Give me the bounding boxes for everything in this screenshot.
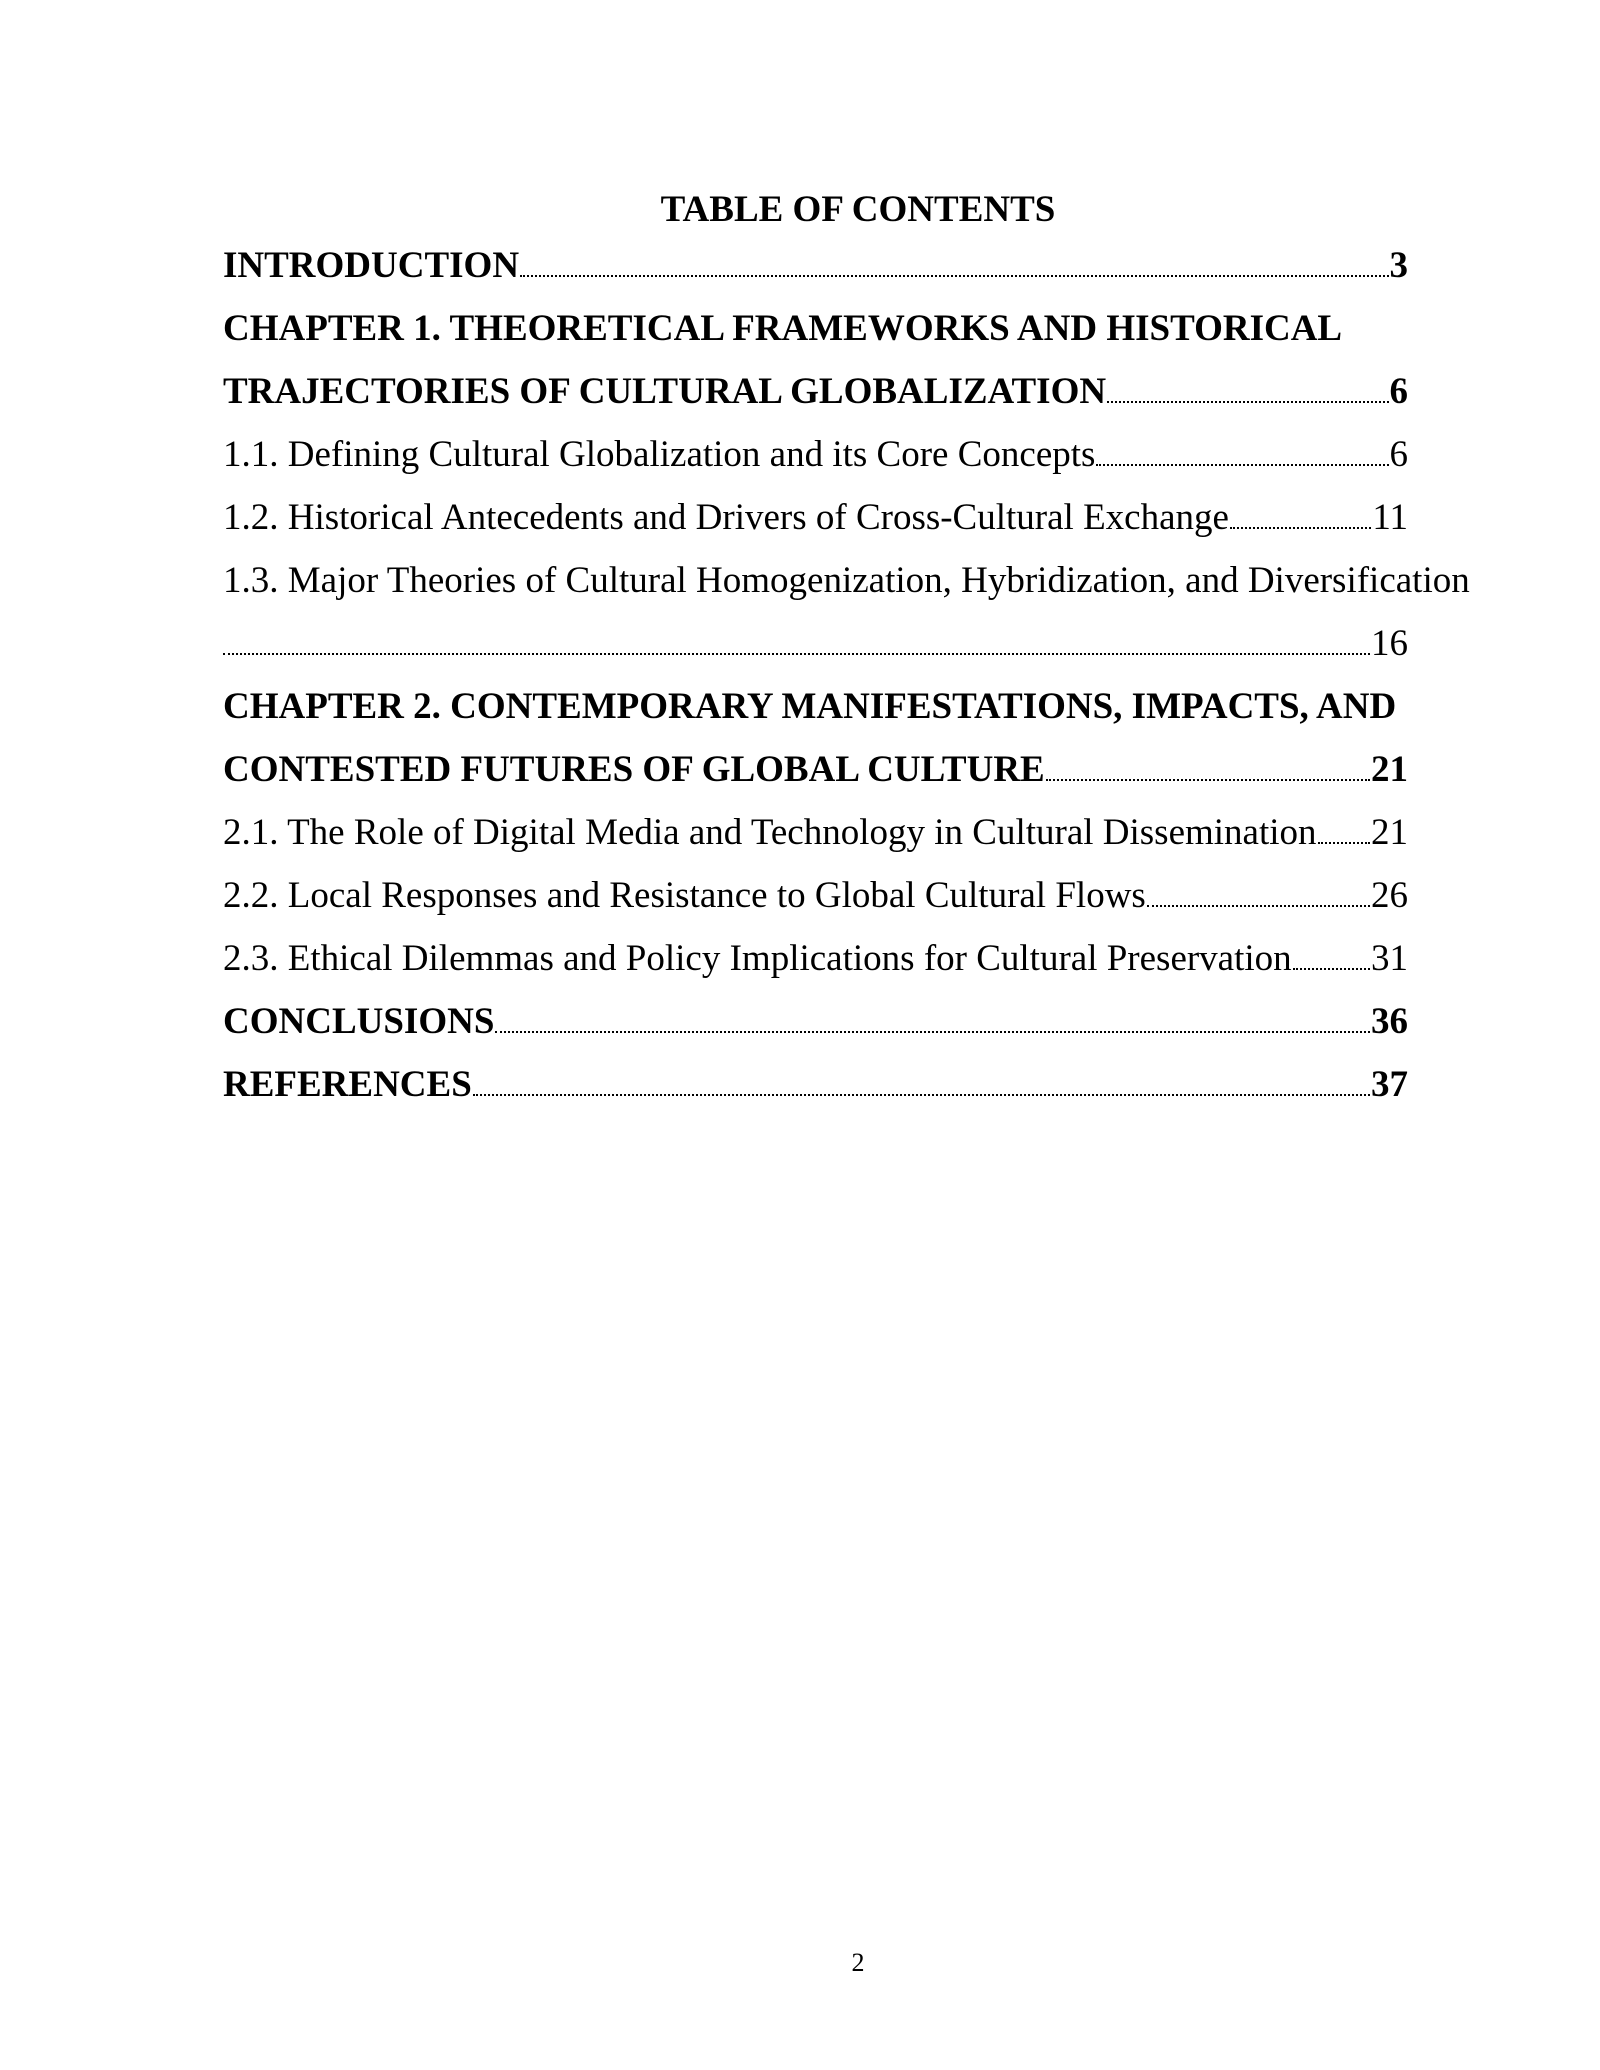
toc-leader-dots xyxy=(1107,401,1388,403)
toc-entry-title: REFERENCES xyxy=(223,1064,472,1105)
toc-entry-chapter-1-line-1[interactable] xyxy=(223,297,1408,360)
toc-leader-dots xyxy=(1147,905,1370,907)
toc-entry-title: CHAPTER 2. CONTEMPORARY MANIFESTATIONS, IMPACTS, AND xyxy=(223,686,1397,727)
toc-entry-section-2-1[interactable] xyxy=(223,801,1408,864)
toc-entry-page: 26 xyxy=(1371,875,1408,916)
toc-leader-dots xyxy=(1230,527,1371,529)
page-number: 2 xyxy=(851,1948,865,1977)
toc-leader-dots xyxy=(1293,968,1370,970)
toc-leader-dots xyxy=(1096,464,1388,466)
toc-entry-section-1-3-line-2[interactable] xyxy=(223,612,1408,675)
toc-entry-section-2-2[interactable] xyxy=(223,864,1408,927)
toc-leader-dots xyxy=(473,1094,1370,1096)
toc-entry-page: 3 xyxy=(1389,245,1408,286)
table-of-contents xyxy=(223,234,1470,1116)
toc-entry-chapter-2-line-1[interactable] xyxy=(223,675,1408,738)
toc-entry-title: 2.1. The Role of Digital Media and Technology in Cultural Dissemination xyxy=(223,812,1317,853)
toc-entry-section-1-2[interactable] xyxy=(223,486,1408,549)
toc-entry-section-1-3-line-1[interactable] xyxy=(223,549,1470,612)
toc-leader-dots xyxy=(495,1031,1370,1033)
toc-entry-chapter-1-line-2[interactable] xyxy=(223,360,1408,423)
toc-entry-title: 1.2. Historical Antecedents and Drivers of Cross-Cultural Exchange xyxy=(223,497,1229,538)
toc-entry-title: 1.1. Defining Cultural Globalization and its Core Concepts xyxy=(223,434,1096,475)
toc-entry-title: 2.3. Ethical Dilemmas and Policy Implications for Cultural Preservation xyxy=(223,938,1292,979)
toc-entry-page: 6 xyxy=(1389,371,1408,412)
toc-entry-page: 21 xyxy=(1371,812,1408,853)
toc-leader-dots xyxy=(1046,779,1370,781)
toc-entry-page: 21 xyxy=(1371,749,1408,790)
page-title: TABLE OF CONTENTS xyxy=(660,189,1056,230)
toc-entry-title: CONTESTED FUTURES OF GLOBAL CULTURE xyxy=(223,749,1045,790)
toc-entry-section-1-1[interactable] xyxy=(223,423,1408,486)
toc-entry-title: CHAPTER 1. THEORETICAL FRAMEWORKS AND HISTORICAL xyxy=(223,308,1343,349)
toc-entry-title: 2.2. Local Responses and Resistance to Global Cultural Flows xyxy=(223,875,1146,916)
toc-entry-page: 31 xyxy=(1371,938,1408,979)
toc-entry-title: 1.3. Major Theories of Cultural Homogenization, Hybridization, and Diversification xyxy=(223,560,1470,601)
toc-entry-references[interactable] xyxy=(223,1053,1408,1116)
toc-entry-page: 16 xyxy=(1371,623,1408,664)
toc-entry-conclusions[interactable] xyxy=(223,990,1408,1053)
toc-leader-dots xyxy=(223,653,1370,655)
toc-entry-title: CONCLUSIONS xyxy=(223,1001,495,1042)
toc-entry-introduction[interactable] xyxy=(223,234,1408,297)
toc-entry-section-2-3[interactable] xyxy=(223,927,1408,990)
toc-leader-dots xyxy=(1318,842,1370,844)
toc-entry-title: INTRODUCTION xyxy=(223,245,520,286)
toc-entry-page: 11 xyxy=(1372,497,1408,538)
toc-entry-page: 36 xyxy=(1371,1001,1408,1042)
toc-leader-dots xyxy=(520,275,1388,277)
toc-entry-title: TRAJECTORIES OF CULTURAL GLOBALIZATION xyxy=(223,371,1107,412)
toc-entry-page: 37 xyxy=(1371,1064,1408,1105)
toc-entry-chapter-2-line-2[interactable] xyxy=(223,738,1408,801)
toc-entry-page: 6 xyxy=(1389,434,1408,475)
